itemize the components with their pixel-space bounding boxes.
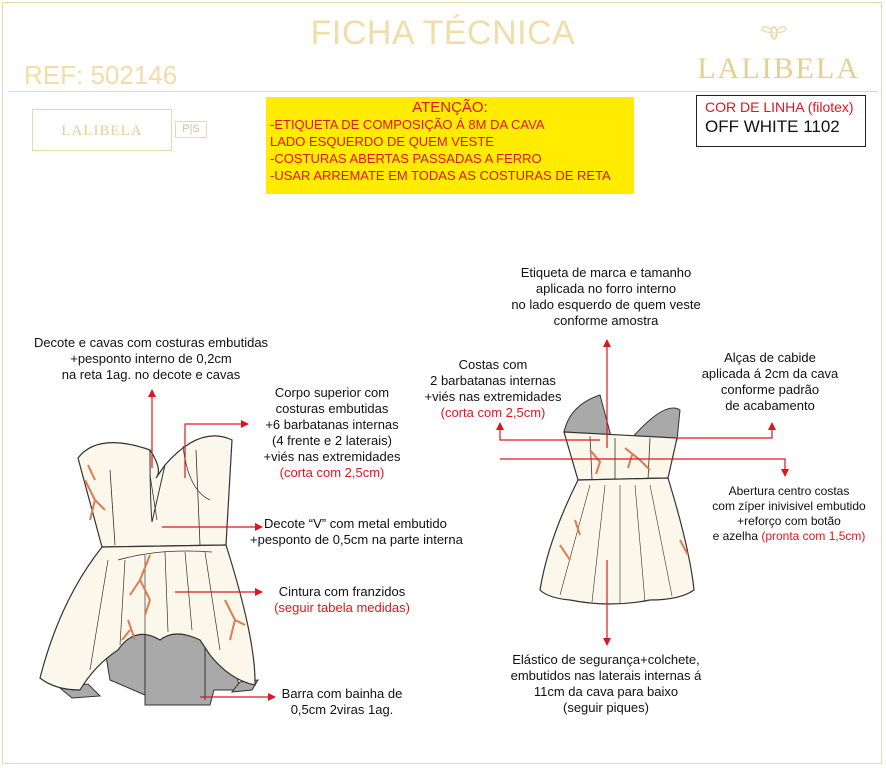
attention-line: -ETIQUETA DE COMPOSIÇÃO Á 8M DA CAVA: [270, 117, 545, 132]
note-line-red: (seguir tabela medidas): [274, 600, 410, 615]
note-line: +pesponto interno de 0,2cm: [70, 351, 232, 366]
note-line: conforme amostra: [553, 313, 659, 328]
note-line: de acabamento: [725, 398, 815, 413]
note-hem: [272, 686, 412, 718]
note-line: Abertura centro costas: [728, 484, 850, 498]
note-line: Corpo superior com: [274, 385, 390, 400]
note-elastic: [486, 652, 726, 716]
note-line: Decote “V” com metal embutido: [264, 516, 447, 531]
note-brand-label: [486, 265, 726, 329]
note-line-red: (corta com 2,5cm): [440, 405, 546, 420]
note-line: na reta 1ag. no decote e cavas: [61, 367, 241, 382]
back-view-drawing: [540, 395, 694, 604]
attention-title: ATENÇÃO:: [412, 99, 488, 116]
note-line: aplicada á 2cm da cava: [701, 366, 839, 381]
note-text: e azelha: [712, 529, 762, 543]
note-line: com zíper inivisivel embutido: [712, 499, 866, 513]
note-line: +viés nas extremidades: [263, 449, 401, 464]
note-line: +6 barbatanas internas: [265, 417, 399, 432]
note-neckline: [20, 335, 282, 383]
note-line: 2 barbatanas internas: [430, 373, 556, 388]
thread-color-title: COR DE LINHA (filotex): [705, 99, 854, 115]
front-view-drawing: [40, 436, 258, 705]
note-line: conforme padrão: [720, 382, 820, 397]
attention-line: LADO ESQUERDO DE QUEM VESTE: [270, 134, 494, 149]
note-back: [410, 357, 576, 421]
note-line: [694, 529, 884, 544]
reference-code: REF: 502146: [24, 60, 178, 90]
note-line: no lado esquerdo de quem veste: [511, 297, 701, 312]
note-line: Barra com bainha de: [281, 686, 403, 701]
note-v-neckline: [250, 516, 478, 548]
note-back-opening: [694, 484, 884, 544]
brand-label: LALIBELA: [32, 109, 172, 151]
note-line: Etiqueta de marca e tamanho: [520, 265, 692, 280]
note-line: Decote e cavas com costuras embutidas: [33, 335, 269, 350]
note-line: +reforço com botão: [737, 514, 841, 528]
note-hanger-straps: [690, 350, 850, 414]
note-line: +viés nas extremidades: [424, 389, 562, 404]
note-line: Cintura com franzidos: [278, 584, 406, 599]
note-line: 11cm da cava para baixo: [533, 684, 679, 699]
note-line: 0,5cm 2viras 1ag.: [290, 702, 394, 717]
note-line: (seguir piques): [563, 700, 649, 715]
note-line: Elástico de segurança+colchete,: [512, 652, 700, 667]
thread-color-value: OFF WHITE 1102: [705, 117, 840, 136]
note-text-red: (pronta com 1,5cm): [761, 529, 866, 543]
attention-line: -USAR ARREMATE EM TODAS AS COSTURAS DE RETA: [270, 168, 611, 183]
attention-line: -COSTURAS ABERTAS PASSADAS A FERRO: [270, 151, 542, 166]
note-upper-body: [246, 385, 418, 481]
note-line: (4 frente e 2 laterais): [272, 433, 392, 448]
note-line: Alças de cabide: [724, 350, 816, 365]
note-waist: [262, 584, 422, 616]
note-line: embutidos nas laterais internas á: [510, 668, 702, 683]
note-line: costuras embutidas: [275, 401, 389, 416]
note-line: Costas com: [458, 357, 528, 372]
brand-logo: LALIBELA: [697, 52, 860, 85]
page-title: FICHA TÉCNICA: [310, 14, 576, 52]
note-line: aplicada no forro interno: [535, 281, 677, 296]
note-line-red: (corta com 2,5cm): [279, 465, 385, 480]
size-tag: P|S: [175, 121, 207, 138]
note-line: +pesponto de 0,5cm na parte interna: [250, 532, 463, 547]
